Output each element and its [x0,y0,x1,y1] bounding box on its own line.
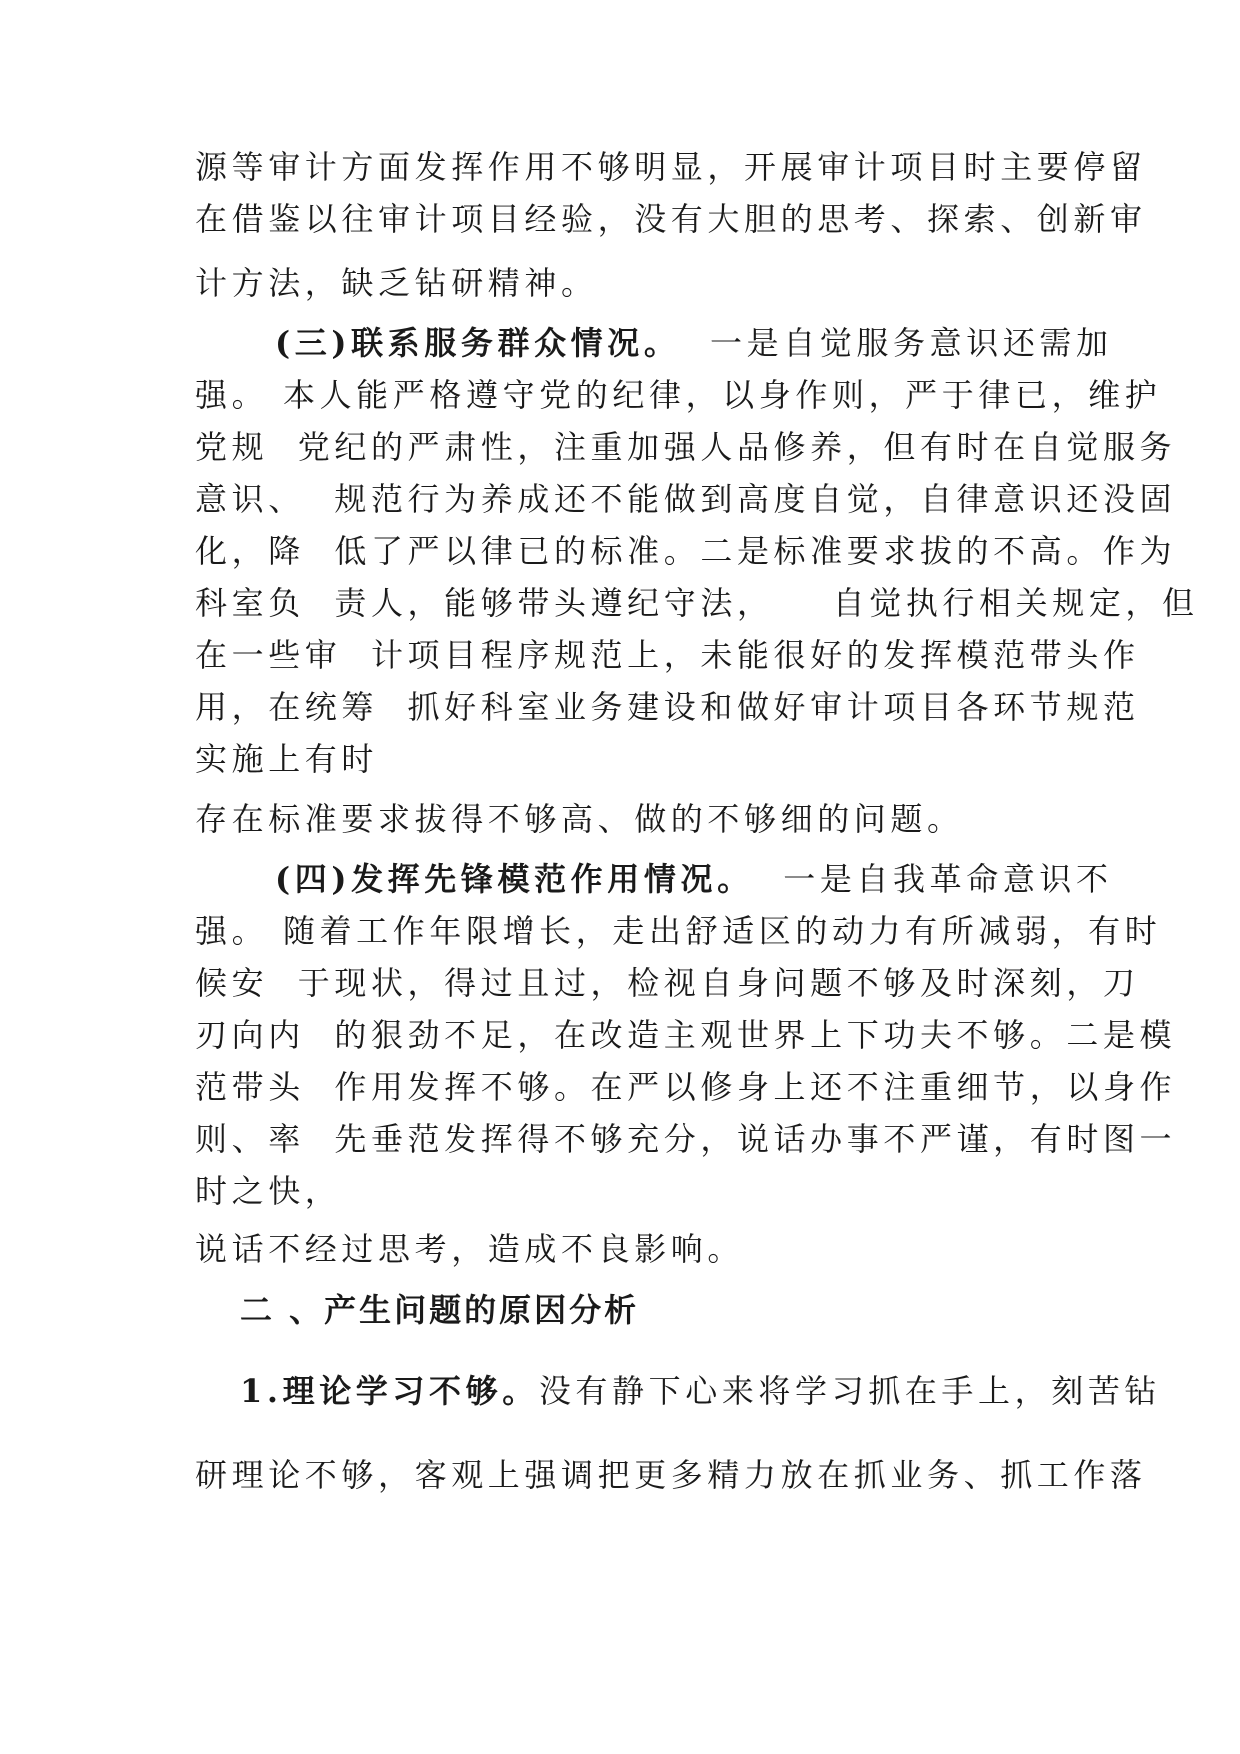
paragraph-text: 一是自我革命意识不 [783,860,1113,898]
paragraph-line: 计方法，缺乏钻研精神。 [195,264,598,302]
paragraph-line: 研理论不够，客观上强调把更多精力放在抓业务、抓工作落 [195,1456,1147,1494]
item-one-line [240,1371,1162,1411]
paragraph-line: 源等审计方面发挥作用不够明显，开展审计项目时主要停留 [195,148,1147,186]
paragraph-line: 刃向内 的狠劲不足，在改造主观世界上下功夫不够。二是模 [195,1016,1177,1054]
paragraph-line: 在一些审 计项目程序规范上，未能很好的发挥模范带头作 [195,636,1140,674]
paragraph-line: 实施上有时 [195,740,379,778]
paragraph-line: 强。 本人能严格遵守党的纪律，以身作则，严于律已，维护 [195,376,1162,414]
paragraph-line: 科室负 责人，能够带头遵纪守法， 自觉执行相关规定，但 [195,584,1199,622]
section-four-heading: (四)发挥先锋模范作用情况。 [275,860,754,898]
paragraph-line: 党规 党纪的严肃性，注重加强人品修养，但有时在自觉服务 [195,428,1177,466]
paragraph-line: 候安 于现状，得过且过，检视自身问题不够及时深刻，刀 [195,964,1140,1002]
paragraph-line: 用，在统筹 抓好科室业务建设和做好审计项目各环节规范 [195,688,1140,726]
paragraph-line: 时之快， [195,1172,342,1210]
part-two-heading: 二 、产生问题的原因分析 [240,1291,640,1329]
paragraph-line: 存在标准要求拔得不够高、做的不够细的问题。 [195,800,964,838]
paragraph-line: 则、率 先垂范发挥得不够充分，说话办事不严谨，有时图一 [195,1120,1177,1158]
paragraph-line: 强。 随着工作年限增长，走出舒适区的动力有所减弱，有时 [195,912,1162,950]
section-three-heading: (三)联系服务群众情况。 [275,324,681,362]
paragraph-text: 没有静下心来将学习抓在手上，刻苦钻 [538,1372,1162,1410]
paragraph-line: 在借鉴以往审计项目经验，没有大胆的思考、探索、创新审 [195,200,1147,238]
paragraph-line: 说话不经过思考，造成不良影响。 [195,1230,745,1268]
paragraph-line: 化，降 低了严以律已的标准。二是标准要求拔的不高。作为 [195,532,1177,570]
paragraph-text: 一是自觉服务意识还需加 [710,324,1113,362]
paragraph-line: 范带头 作用发挥不够。在严以修身上还不注重细节，以身作 [195,1068,1177,1106]
section-four-line [275,859,1155,899]
section-three-line [275,323,1155,363]
item-one-heading: 1.理论学习不够。 [240,1372,539,1410]
paragraph-line: 意识、 规范行为养成还不能做到高度自觉，自律意识还没固 [195,480,1177,518]
